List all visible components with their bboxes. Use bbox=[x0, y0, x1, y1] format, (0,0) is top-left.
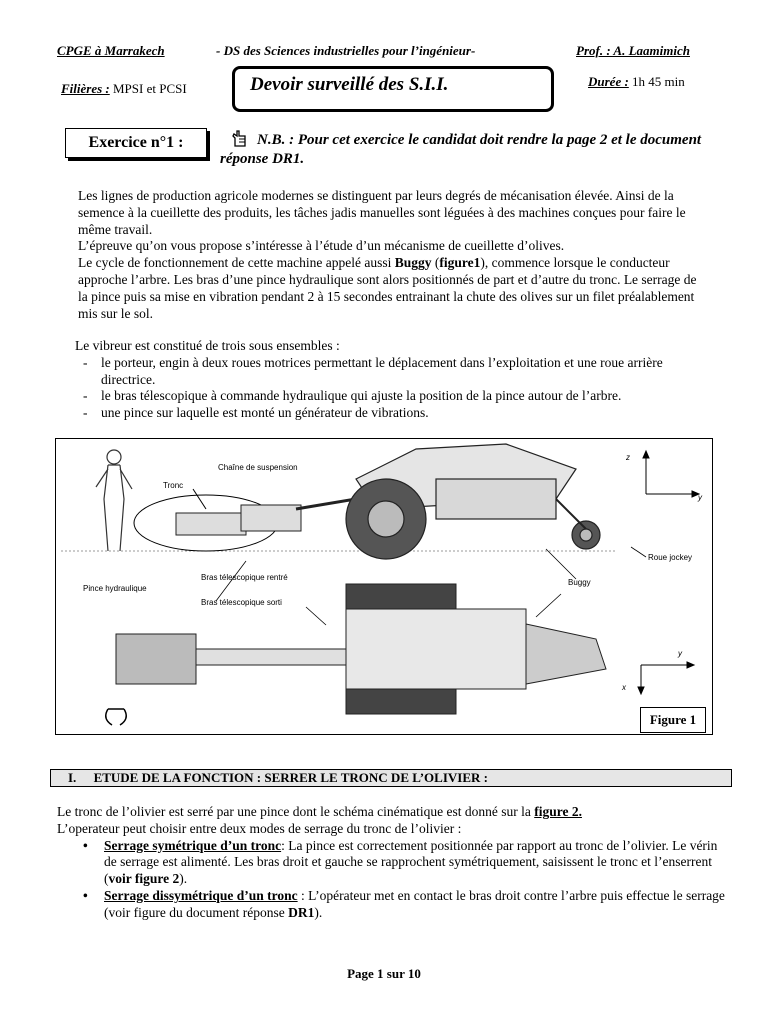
list-item: - une pince sur laquelle est monté un générateur de vibrations. bbox=[75, 405, 715, 422]
intro-p3-a: Le cycle de fonctionnement de cette machine appelé aussi bbox=[78, 255, 395, 271]
label-bras-rentre: Bras télescopique rentré bbox=[201, 573, 288, 582]
label-chaine: Chaîne de suspension bbox=[218, 463, 298, 472]
duree-value: 1h 45 min bbox=[632, 74, 685, 89]
axis-y-top-view: y bbox=[678, 649, 682, 658]
vibreur-list bbox=[75, 355, 715, 422]
bullet-1-text-c: ). bbox=[179, 871, 188, 887]
section-1-number: I. bbox=[68, 770, 77, 785]
bullet-2-text-b: DR1 bbox=[288, 904, 315, 920]
section-1-body bbox=[57, 804, 729, 922]
bullet-1-title: Serrage symétrique d’un tronc bbox=[104, 837, 282, 853]
logo-drawing bbox=[106, 709, 127, 725]
bullet-2-title: Serrage dissymétrique d’un tronc bbox=[104, 887, 298, 903]
nb-note bbox=[220, 131, 720, 169]
body-p1-a: Le tronc de l’olivier est serré par une pince dont le schéma cinématique est donné sur la bbox=[57, 804, 535, 819]
school-name: CPGE à Marrakech bbox=[57, 43, 165, 58]
duree bbox=[588, 74, 685, 90]
axis-y: y bbox=[698, 493, 702, 502]
bullet-1-text-a: : La pince est correctement positionnée par rapport au tronc de l’olivier. Le vérin de serrage est alimenté. Les bras droit et gauche se rapprochent symétriquement, saisissent le tronc et l’enserrent ( bbox=[104, 837, 718, 887]
filieres-label: Filières : bbox=[61, 81, 110, 96]
label-buggy: Buggy bbox=[568, 578, 591, 587]
intro-p3-figure: figure1 bbox=[439, 255, 481, 271]
bullet-1-text-b: voir figure 2 bbox=[108, 871, 180, 887]
list-item: - le porteur, engin à deux roues motrices permettant le déplacement dans l’exploitation et une roue arrière directrice. bbox=[75, 355, 715, 389]
label-bras-sorti: Bras télescopique sorti bbox=[201, 598, 282, 607]
vibreur-intro: Le vibreur est constitué de trois sous ensembles : bbox=[75, 338, 340, 353]
professor-name: Prof. : A. Laamimich bbox=[576, 43, 690, 58]
page-title: Devoir surveillé des S.I.I. bbox=[250, 74, 449, 95]
duree-label: Durée : bbox=[588, 74, 629, 89]
section-1-title: ETUDE DE LA FONCTION : SERRER LE TRONC DE L’OLIVIER : bbox=[93, 770, 488, 785]
person-drawing bbox=[96, 450, 132, 551]
intro-paragraph-3 bbox=[78, 255, 708, 322]
body-p1-figure: figure 2. bbox=[534, 804, 582, 819]
intro-paragraph-2: L’épreuve qu’on vous propose s’intéresse à l’étude d’un mécanisme de cueillette d’olives. bbox=[78, 238, 565, 254]
list-item: - le bras télescopique à commande hydraulique qui ajuste la position de la pince autour de l’arbre. bbox=[75, 388, 715, 405]
nb-text: N.B. : Pour cet exercice le candidat doit rendre la page 2 et le document réponse DR1. bbox=[220, 132, 702, 167]
list-item bbox=[78, 888, 729, 922]
label-roue-jockey: Roue jockey bbox=[648, 553, 693, 562]
intro-p3-buggy: Buggy bbox=[394, 255, 432, 271]
section-1-header bbox=[50, 769, 732, 787]
intro-p3-e: ), commence lorsque le conducteur approche l’arbre. Les bras d’une pince hydraulique sont alors positionnés de part et d’autre du tronc. Le serrage de la pince puis sa mise en vibration pendant 2 à 15 secondes entrainant la chute des olives sur un filet préalablement mis sur le sol. bbox=[78, 255, 697, 321]
figure-1 bbox=[55, 438, 713, 735]
axis-x: x bbox=[622, 683, 626, 692]
axis-z: z bbox=[626, 453, 630, 462]
ds-title: - DS des Sciences industrielles pour l’ingénieur- bbox=[216, 43, 476, 58]
page-number: Page 1 sur 10 bbox=[347, 966, 421, 981]
label-tronc: Tronc bbox=[163, 481, 184, 490]
intro-p3-c: ( bbox=[431, 255, 440, 271]
filieres bbox=[61, 81, 187, 97]
exercise-label: Exercice n°1 : bbox=[65, 128, 207, 158]
figure-1-caption: Figure 1 bbox=[640, 707, 706, 733]
bullet-2-text-c: ). bbox=[314, 904, 323, 920]
filieres-value: MPSI et PCSI bbox=[113, 81, 187, 96]
list-item bbox=[78, 838, 729, 888]
intro-text bbox=[78, 188, 708, 322]
vibreur-section bbox=[75, 338, 715, 422]
intro-paragraph-1: Les lignes de production agricole modernes se distinguent par leurs degrés de mécanisation élevée. Ainsi de la semence à la cueillette des produits, les tâches jadis manuelles sont léguées à des machines conçues pour faire le même travail. bbox=[78, 188, 686, 237]
serrage-list bbox=[78, 838, 729, 922]
buggy-illustration bbox=[56, 439, 712, 734]
bullet-2-text-a: : L’opérateur met en contact le bras droit contre l’arbre puis effectue le serrage (voir figure du document réponse bbox=[104, 887, 725, 920]
label-pince: Pince hydraulique bbox=[83, 584, 147, 593]
body-paragraph-1 bbox=[57, 804, 729, 821]
body-paragraph-2: L’operateur peut choisir entre deux modes de serrage du tronc de l’olivier : bbox=[57, 820, 462, 836]
